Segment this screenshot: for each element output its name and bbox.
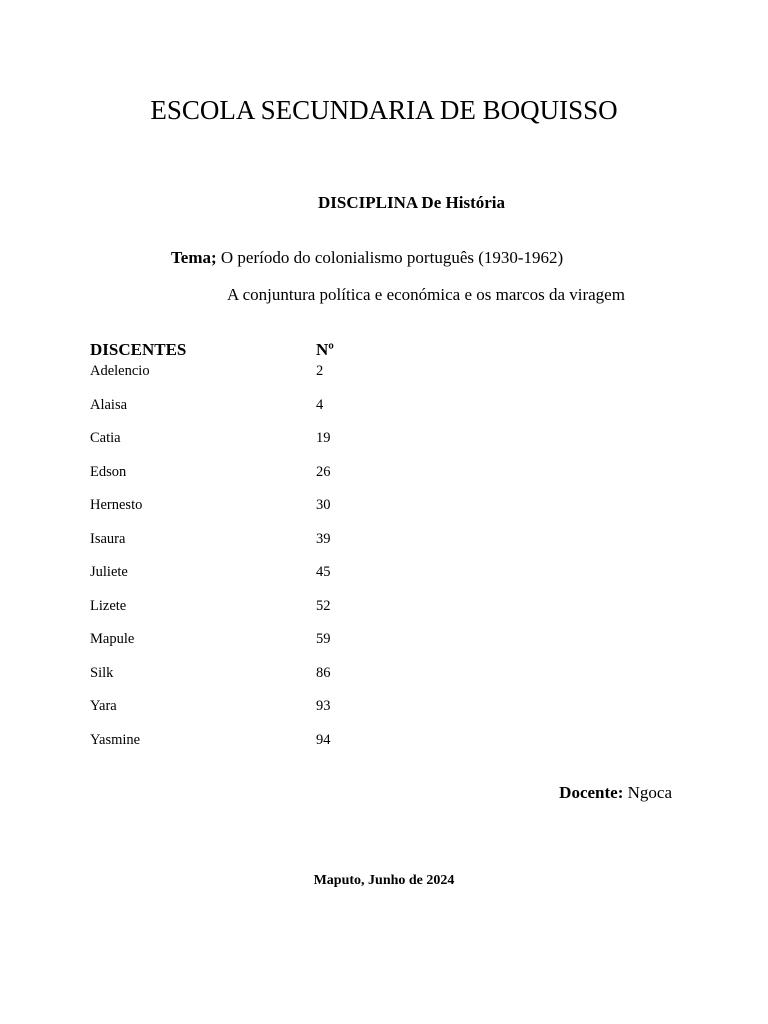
student-name: Lizete [90, 597, 127, 614]
theme-line [171, 247, 563, 269]
student-name: Hernesto [90, 497, 143, 513]
student-list [90, 361, 490, 763]
student-row [90, 629, 490, 663]
student-row [90, 462, 490, 496]
student-row [90, 495, 490, 529]
school-name: ESCOLA SECUNDARIA DE BOQUISSO [150, 95, 618, 125]
student-name: Adelencio [90, 363, 150, 379]
teacher-line [559, 782, 672, 804]
student-number: 19 [316, 430, 331, 446]
theme-label: Tema; [171, 248, 217, 267]
student-name: Mapule [90, 631, 135, 647]
student-row [90, 696, 490, 730]
teacher-name: Ngoca [627, 783, 672, 802]
student-number: 86 [316, 664, 331, 681]
theme-subtitle: A conjuntura política e económica e os marcos da viragem [227, 285, 625, 304]
student-number: 94 [316, 731, 331, 748]
student-number: 2 [316, 363, 324, 379]
student-name: Silk [90, 664, 114, 681]
student-row [90, 529, 490, 563]
student-number: 30 [316, 497, 331, 513]
student-number: 4 [316, 396, 324, 413]
student-row [90, 395, 490, 429]
students-header-number: Nº [316, 340, 334, 359]
student-row [90, 596, 490, 630]
student-number: 52 [316, 597, 331, 614]
students-header-name: DISCENTES [90, 340, 187, 359]
student-name: Isaura [90, 530, 126, 547]
teacher-label: Docente: [559, 783, 624, 802]
subject-title: DISCIPLINA De História [317, 193, 505, 212]
student-name: Catia [90, 430, 121, 446]
place-date: Maputo, Junho de 2024 [313, 873, 455, 888]
student-name: Yasmine [90, 731, 141, 748]
theme-text: O período do colonialismo português (1930-1962) [220, 248, 564, 267]
student-name: Juliete [90, 564, 128, 580]
student-number: 45 [316, 564, 331, 580]
student-row [90, 663, 490, 697]
student-row [90, 562, 490, 596]
student-number: 39 [316, 530, 331, 547]
student-number: 93 [316, 698, 331, 714]
student-name: Edson [90, 463, 127, 480]
student-row [90, 428, 490, 462]
student-name: Alaisa [90, 396, 128, 413]
student-number: 59 [316, 631, 331, 647]
student-row [90, 361, 490, 395]
student-name: Yara [90, 698, 117, 714]
student-row [90, 730, 490, 764]
student-number: 26 [316, 463, 331, 480]
